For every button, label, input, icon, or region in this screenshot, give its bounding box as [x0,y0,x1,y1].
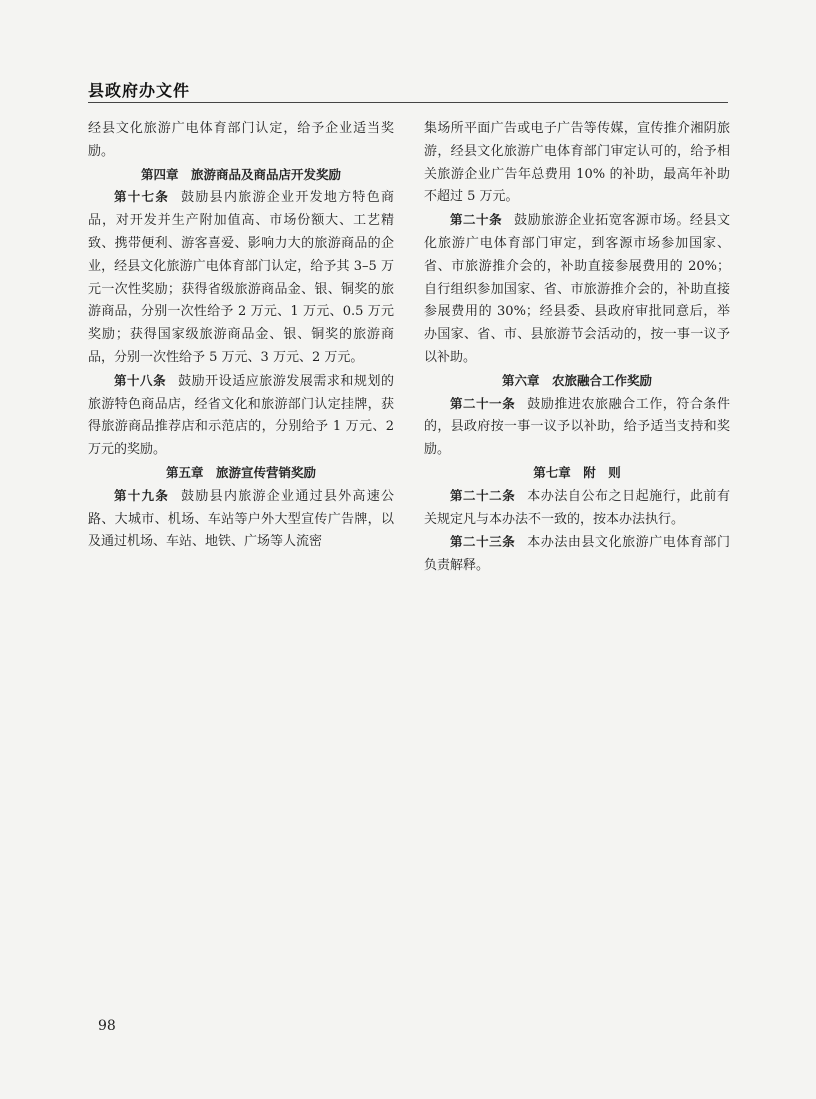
chapter-heading-4: 第四章 旅游商品及商品店开发奖励 [140,166,341,182]
article-19 [88,485,394,554]
article-number: 第十七条 [114,189,170,205]
chapter-heading-7: 第七章 附 则 [533,464,621,480]
article-17 [88,186,394,369]
article-22 [424,485,730,532]
article-text: 鼓励县内旅游企业通过县外高速公路、大城市、机场、车站等户外大型宣传广告牌，以及通过机场、车站、地铁、广场等人流密 [88,488,394,550]
chapter-heading-5: 第五章 旅游宣传营销奖励 [165,464,316,480]
left-column [88,118,394,554]
article-number: 第二十一条 [450,395,516,411]
page-header-title: 县政府办文件 [88,81,191,100]
article-21 [424,393,730,462]
article-number: 第十九条 [114,487,170,503]
article-text: 鼓励推进农旅融合工作，符合条件的，县政府按一事一议予以补助，给予适当支持和奖励。 [424,396,730,458]
article-text: 本办法由县文化旅游广电体育部门负责解释。 [424,535,730,574]
article-number: 第十八条 [114,372,167,388]
article-23 [424,531,730,578]
header-divider [88,102,728,103]
article-text: 鼓励旅游企业拓宽客源市场。经县文化旅游广电体育部门审定，到客源市场参加国家、省、市旅游推介会的，补助直接参展费用的 20%；自行组织参加国家、省、市旅游推介会的，补助直接参展费用的 30%；经县委、县政府审批同意后，举办国家、省、市、县旅游节会活动的，按一事一议予以补助。 [424,213,730,365]
article-number: 第二十条 [450,212,503,228]
paragraph-continuation: 经县文化旅游广电体育部门认定，给予企业适当奖励。 [88,121,394,159]
article-text: 鼓励开设适应旅游发展需求和规划的旅游特色商品店，经省文化和旅游部门认定挂牌，获得旅游商品推荐店和示范店的，分别给予 1 万元、2 万元的奖励。 [88,373,394,458]
article-18 [88,370,394,462]
article-text: 鼓励县内旅游企业开发地方特色商品，对开发并生产附加值高、市场份额大、工艺精致、携带便利、游客喜爱、影响力大的旅游商品的企业，经县文化旅游广电体育部门认定，给予其 3–5 万元一次性奖励；获得省级旅游商品金、银、铜奖的旅游商品，分别一次性给予 2 万元、1 万元、0.5 万元奖励；获得国家级旅游商品金、银、铜奖的旅游商品，分别一次性给予 5 万元、3 万元、2 万元。 [88,190,394,365]
chapter-heading-6: 第六章 农旅融合工作奖励 [501,372,652,388]
paragraph-continuation: 集场所平面广告或电子广告等传媒，宣传推介湘阴旅游，经县文化旅游广电体育部门审定认可的，给予相关旅游企业广告年总费用 10% 的补助，最高年补助不超过 5 万元。 [424,121,730,205]
article-20 [424,209,730,370]
page-number: 98 [98,1018,116,1034]
right-column [424,118,730,578]
article-number: 第二十三条 [450,534,516,550]
article-number: 第二十二条 [450,487,516,503]
article-text: 本办法自公布之日起施行，此前有关规定凡与本办法不一致的，按本办法执行。 [424,488,730,527]
